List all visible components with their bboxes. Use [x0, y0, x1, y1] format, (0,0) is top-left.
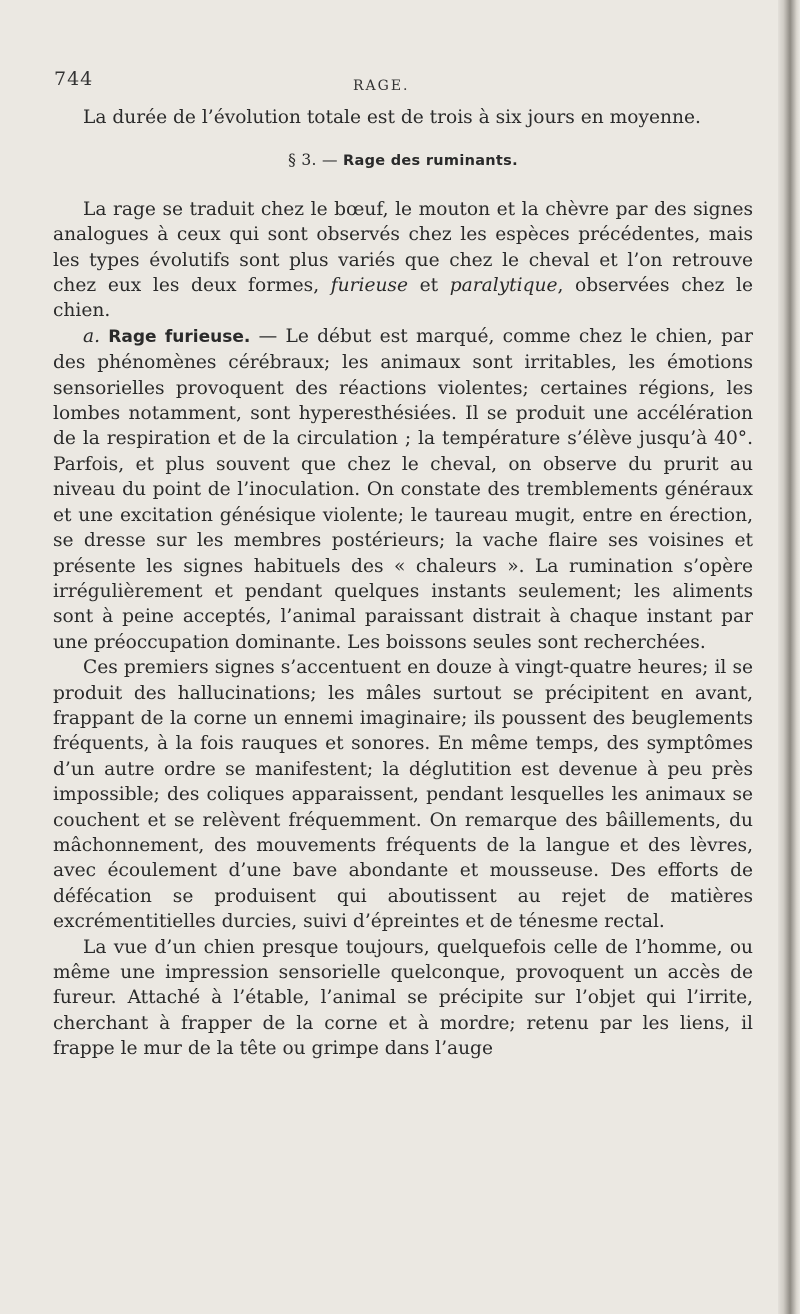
- paragraph-ruminants: [53, 197, 753, 324]
- intro-paragraph: La durée de l’évolution totale est de trois à six jours en moyenne.: [83, 107, 701, 128]
- section-number: § 3. —: [288, 151, 338, 170]
- section-title: Rage des ruminants.: [343, 153, 518, 170]
- section-heading: [53, 148, 753, 174]
- paragraph-1-part-3: , observées chez le chien.: [53, 275, 753, 322]
- paragraph-fury-access: La vue d’un chien presque toujours, quelquefois celle de l’homme, ou même une impression sensorielle quelconque, provoquent un accès de fureur. Attaché à l’étable, l’animal se précipite sur l’objet qui l’irrite, cherchant à frapper de la corne et à mordre; retenu par les liens, il frappe le mur de la tête ou grimpe dans l’auge: [53, 936, 753, 1060]
- paragraph-1-italic-furieuse: furieuse: [330, 275, 408, 297]
- paragraph-1-part-2: et: [407, 275, 450, 297]
- paragraph-symptoms: Ces premiers signes s’accentuent en douze à vingt-quatre heures; il se produit des hallucinations; les mâles surtout se précipitent en avant, frappant de la corne un ennemi imaginaire; ils poussent des beuglements fréquents, à la fois rauques et sonores. En même temps, des symptômes d’un autre ordre se manifestent; la déglutition est devenue à peu près impossible; des coliques apparaissent, pendant lesquelles les animaux se couchent et se relèvent fréquemment. On remarque des bâillements, du mâchonnement, des mouvements fréquents de la langue et des lèvres, avec écoulement d’une bave abondante et mousseuse. Des efforts de défécation se produisent qui aboutissent au rejet de matières excrémentitielles durcies, suivi d’épreintes et de ténesme rectal.: [53, 657, 753, 933]
- paragraph-1-italic-paralytique: paralytique: [449, 275, 558, 297]
- subsection-letter: a.: [83, 325, 100, 347]
- page-number: 744: [54, 68, 94, 90]
- page-edge-shadow: [778, 0, 800, 1314]
- subsection-heading: Rage furieuse.: [108, 326, 251, 347]
- paragraph-rage-furieuse: [53, 324, 753, 655]
- paragraph-1-part-1: La rage se traduit chez le bœuf, le mouton et la chèvre par des signes analogues à ceux qui sont observés chez les espèces précédentes, mais les types évolutifs sont plus variés que chez le cheval et l’on retrouve chez eux les deux formes,: [53, 198, 753, 297]
- paragraph-2-text: — Le début est marqué, comme chez le chien, par des phénomènes cérébraux; les animaux sont irritables, les émotions sensorielles provoquent des réactions violentes; certaines régions, les lombes notamment, sont hyperesthésiées. Il se produit une accélération de la respiration et de la circulation ; la température s’élève jusqu’à 40°. Parfois, et plus souvent que chez le cheval, on observe du prurit au niveau du point de l’inoculation. On constate des tremblements généraux et une excitation génésique violente; le taureau mugit, entre en érection, se dresse sur les membres postérieurs; la vache flaire ses voisines et présente les signes habituels des « chaleurs ». La rumination s’opère irrégulièrement et pendant quelques instants seulement; les aliments sont à peine acceptés, l’animal paraissant distrait à chaque instant par une préoccupation dominante. Les boissons seules sont recherchées.: [53, 325, 753, 653]
- body-text: [53, 105, 753, 1062]
- running-head: RAGE.: [353, 78, 410, 94]
